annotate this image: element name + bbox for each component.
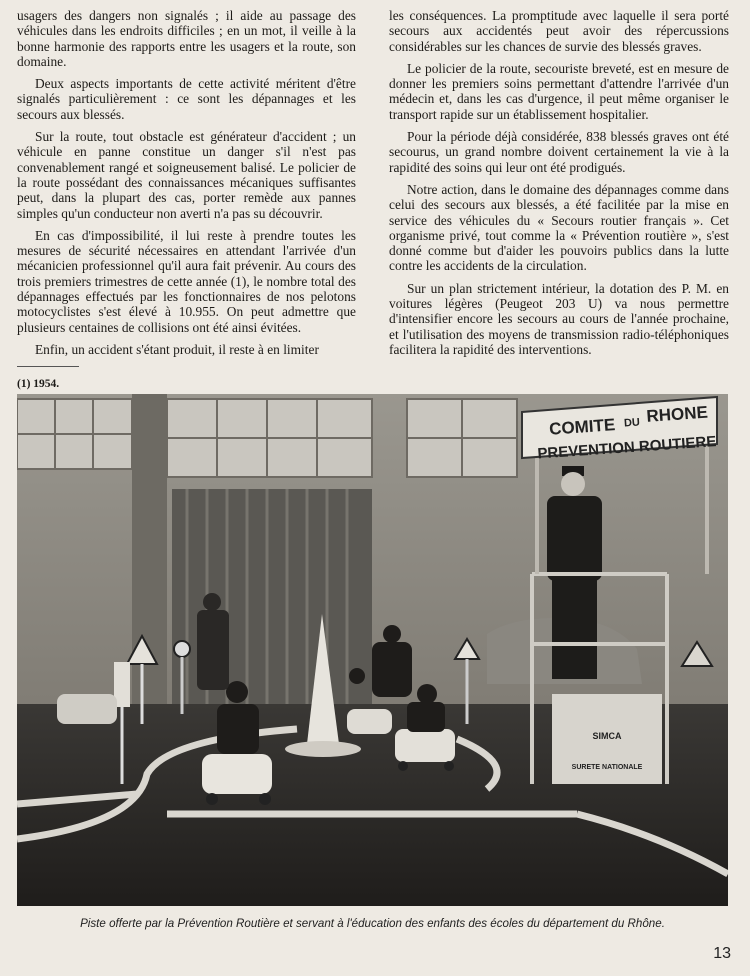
left-paragraph-1: usagers des dangers non signalés ; il aide au passage des véhicules dans les endroits difficiles ; en un mot, il veille à la bonne harmonie des rapports entre les usagers et la route, son domaine.	[17, 8, 356, 69]
right-paragraph-3: Pour la période déjà considérée, 838 blessés graves ont été secourus, un grand nombre doivent certainement la vie à la rapidité des soins qui leur ont été prodigués.	[389, 129, 729, 175]
right-column	[389, 8, 729, 364]
right-paragraph-5: Sur un plan strictement intérieur, la dotation des P. M. en voitures légères (Peugeot 203 U) va nous permettre d'intensifier encore les secours au cours de l'année prochaine, et l'utilisation des moyens de transmission radio-téléphoniques facilitera la rapidité des interventions.	[389, 280, 729, 357]
podium-text-1: SIMCA	[592, 731, 622, 741]
sign-line1-b: DU	[623, 416, 641, 430]
sign-line1-c: RHONE	[645, 402, 709, 426]
right-paragraph-2: Le policier de la route, secouriste breveté, est en mesure de donner les premiers soins permettant d'attendre l'arrivée d'un médecin et, dans les cas d'urgence, il peut même organiser le transport rapide sur un établissement hospitalier.	[389, 60, 729, 122]
sign-line2: PREVENTION ROUTIERE	[536, 433, 717, 463]
photo-caption: Piste offerte par la Prévention Routière et servant à l'éducation des enfants des écoles du département du Rhône.	[80, 917, 665, 930]
right-paragraph-1: les conséquences. La promptitude avec laquelle il sera porté secours aux accidentés peut avoir des répercussions considérables sur les chances de survie des blessés graves.	[389, 8, 729, 54]
windows	[17, 399, 517, 477]
footnote	[17, 366, 79, 392]
podium-text-2: SURETE NATIONALE	[571, 764, 643, 771]
photo-illustration	[17, 394, 728, 906]
left-paragraph-2: Deux aspects importants de cette activité méritent d'être signalés particulièrement : ce sont les dépannages et les secours aux blessés.	[17, 76, 356, 122]
left-paragraph-4: En cas d'impossibilité, il lui reste à prendre toutes les mesures de sécurité nécessaires en attendant l'arrivée d'un mécanicien professionnel qu'il aura fait prévenir. Au cours des trois premiers trimestres de cette année (1), le nombre total des dépannages effectués par les fonctionnaires de nos pelotons motocyclistes s'est élevé à 10.955. On peut admettre que plusieurs centaines de collisions ont été ainsi évitées.	[17, 227, 356, 335]
sign-line1-a: COMITE	[548, 415, 616, 439]
pillar	[132, 394, 167, 724]
right-paragraph-4: Notre action, dans le domaine des dépannages comme dans celui des secours aux blessés, a été facilitée par la mise en service des véhicules du « Secours routier français ». Cet organisme privé, tout comme la « Prévention routière », s'est donné comme but d'aider les pouvoirs publics dans la lutte contre les accidents de la circulation.	[389, 181, 729, 274]
left-column	[17, 8, 356, 393]
left-paragraph-3: Sur la route, tout obstacle est générateur d'accident ; un véhicule en panne constitue un danger s'il n'est pas convenablement rangé et soigneusement balisé. Le policier de la route possédant des connaissances mécaniques suffisantes peut, dans la plupart des cas, porter remède aux pannes simples qu'un conducteur non averti n'a pas su découvrir.	[17, 129, 356, 221]
footnote-text: (1) 1954.	[17, 378, 60, 391]
photograph	[17, 394, 728, 906]
left-paragraph-5: Enfin, un accident s'étant produit, il reste à en limiter	[35, 341, 319, 357]
page-number: 13	[713, 945, 731, 962]
cone-base	[285, 741, 361, 757]
